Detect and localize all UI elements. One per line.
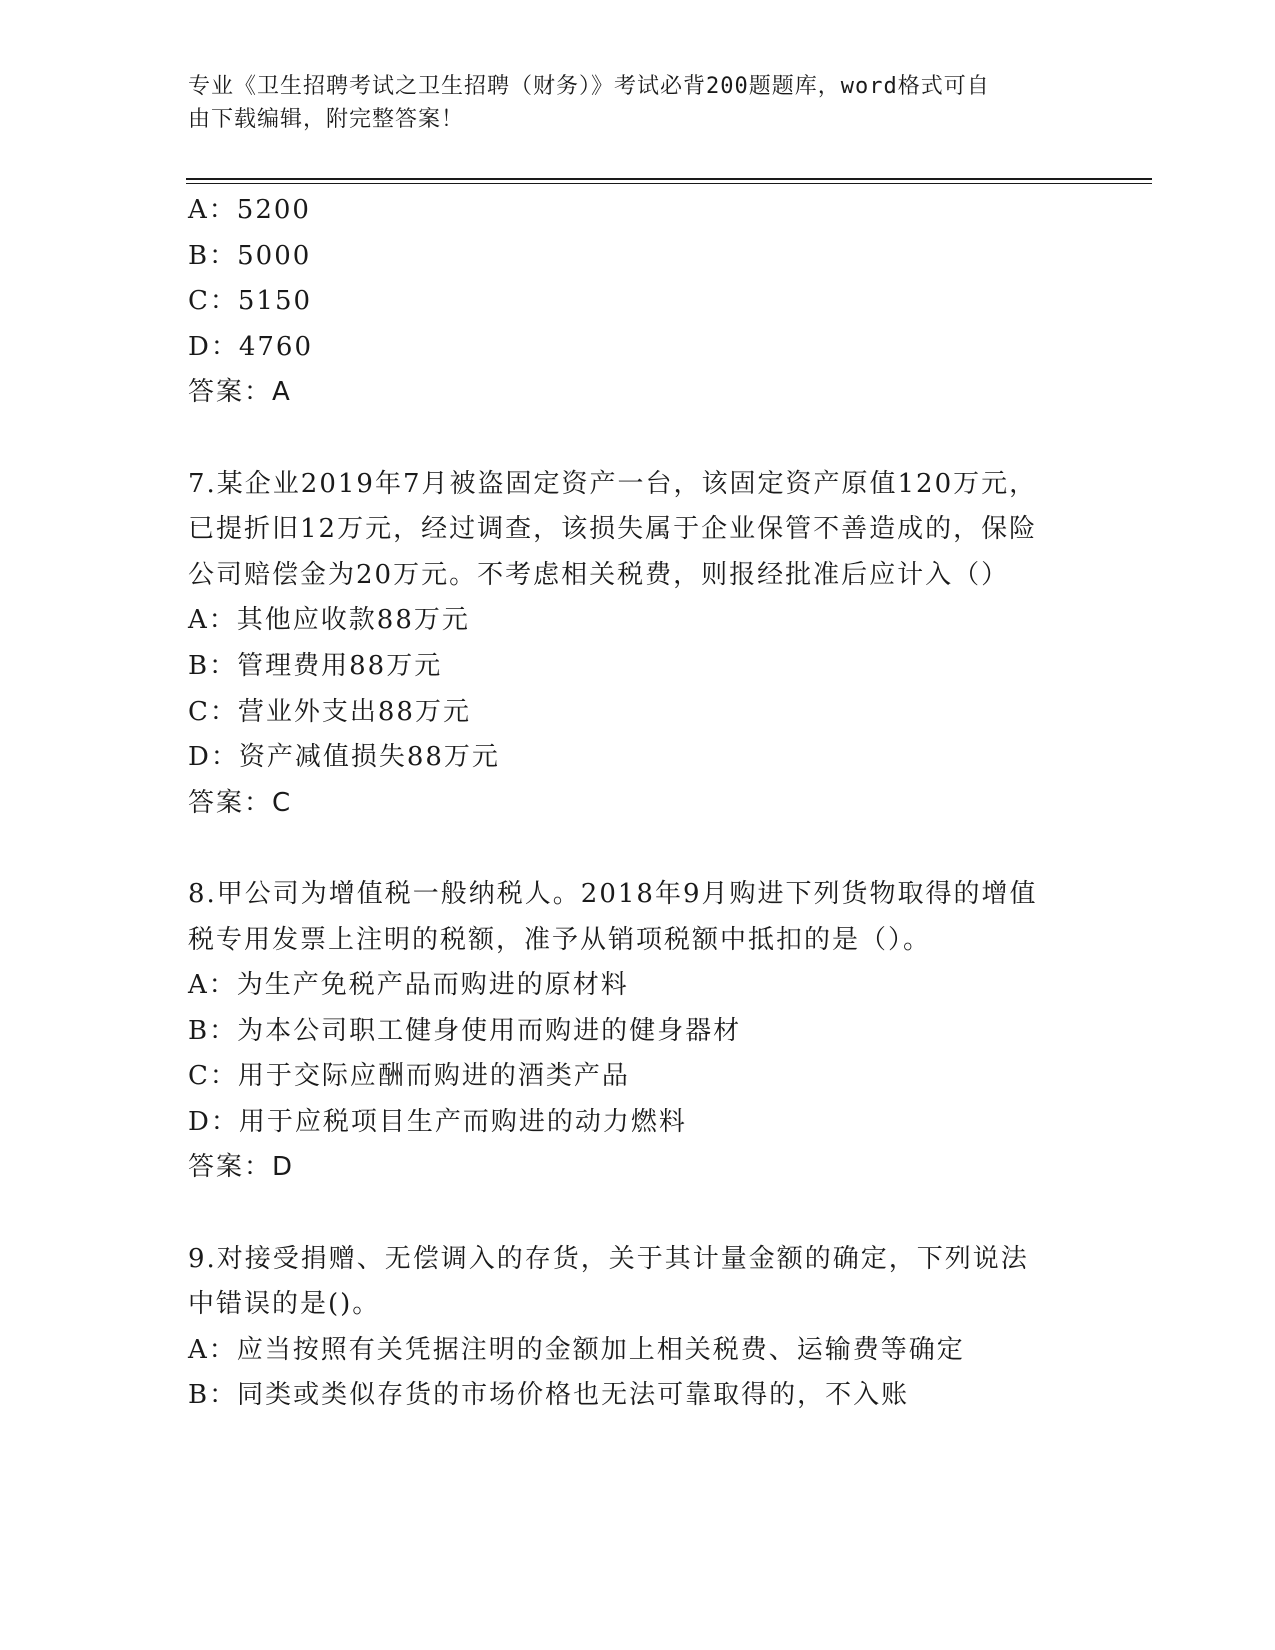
option-a: A：其他应收款88万元 (188, 605, 470, 636)
header-divider-thin (186, 183, 1152, 184)
question-stem-line: 中错误的是()。 (188, 1289, 381, 1320)
question-9-block (188, 1237, 1088, 1419)
question-stem-line: 9.对接受捐赠、无偿调入的存货，关于其计量金额的确定，下列说法 (188, 1243, 1029, 1274)
question-stem-line: 税专用发票上注明的税额，准予从销项税额中抵扣的是（）。 (188, 924, 932, 955)
option-c: C：5150 (188, 286, 313, 317)
answer-line: 答案：C (188, 787, 293, 818)
spacer (188, 1191, 1088, 1237)
spacer (188, 416, 1088, 462)
spacer (188, 826, 1088, 872)
option-b: B：5000 (188, 240, 312, 271)
question-8-block (188, 872, 1088, 1191)
option-d: D：用于应税项目生产而购进的动力燃料 (188, 1106, 687, 1137)
header-divider-thick (186, 178, 1152, 180)
document-header (188, 70, 1068, 136)
option-c: C：营业外支出88万元 (188, 696, 471, 727)
header-title-line-1: 专业《卫生招聘考试之卫生招聘（财务）》考试必背200题题库，word格式可自 (188, 74, 990, 99)
question-stem-line: 公司赔偿金为20万元。不考虑相关税费，则报经批准后应计入（） (188, 559, 1010, 590)
option-d: D：资产减值损失88万元 (188, 742, 500, 773)
question-7-block (188, 462, 1088, 827)
option-b: B：同类或类似存货的市场价格也无法可靠取得的，不入账 (188, 1380, 910, 1411)
option-a: A：5200 (188, 195, 311, 225)
option-d: D：4760 (188, 331, 314, 362)
question-content (188, 188, 1088, 1419)
answer-line: 答案：A (188, 377, 292, 408)
question-stem-line: 已提折旧12万元，经过调查，该损失属于企业保管不善造成的，保险 (188, 514, 1038, 545)
option-a: A：为生产免税产品而购进的原材料 (188, 970, 629, 1001)
option-c: C：用于交际应酬而购进的酒类产品 (188, 1061, 630, 1092)
answer-line: 答案：D (188, 1152, 295, 1183)
option-a: A：应当按照有关凭据注明的金额加上相关税费、运输费等确定 (188, 1334, 965, 1365)
header-title-line-2: 由下载编辑，附完整答案！ (188, 107, 465, 132)
option-b: B：管理费用88万元 (188, 650, 443, 681)
option-b: B：为本公司职工健身使用而购进的健身器材 (188, 1015, 742, 1046)
question-stem-line: 8.甲公司为增值税一般纳税人。2018年9月购进下列货物取得的增值 (188, 878, 1038, 909)
question-6-block (188, 188, 1088, 416)
question-stem-line: 7.某企业2019年7月被盗固定资产一台，该固定资产原值120万元， (188, 468, 1038, 499)
